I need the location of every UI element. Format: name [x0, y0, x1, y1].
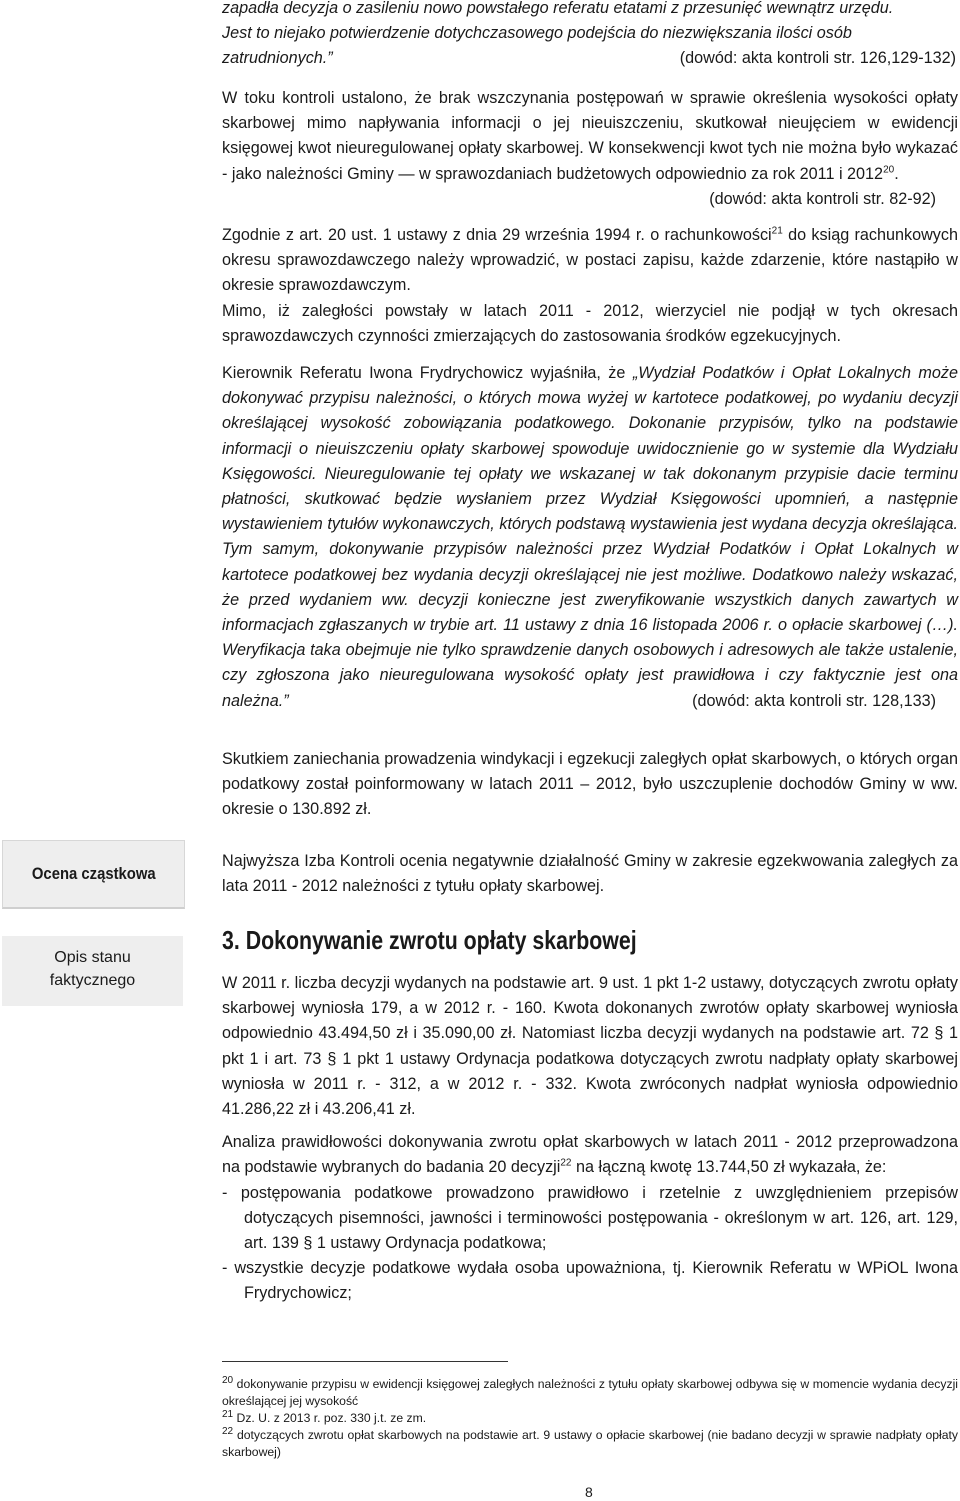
top-quote-block: [222, 0, 958, 72]
quoted-explanation: „Wydział Podatków i Opłat Lokalnych może dokonywać przypisu należności, o których mowa wyżej w kartotece podatkowej, po wydaniu decyzji określającej wysokość zobowiązania podatkowego. Dokonanie przypisów, tylko na podstawie informacji o nieuiszczeniu opłaty skarbowej spowoduje uwidocznienie go w systemie dla Wydziału Księgowości. Nieuregulowanie tej opłaty we wskazanej w tak dokonanym przypisie dacie terminu płatności, skutkować będzie wysłaniem przez Wydział Księgowości upomnień, a następnie wystawieniem tytułów wykonawczych, których podstawą wystawienia jest wydana decyzja określająca. Tym samym, dokonywanie przypisów należności przez Wydział Podatków i Opłat Lokalnych w kartotece podatkowej bez wydania decyzji określającej nie jest możliwe. Dodatkowo należy wskazać, że przed wydaniem ww. decyzji konieczne jest zweryfikowanie wszystkich danych zawartych w informacjach zgłaszanych w trybie art. 11 ustawy z dnia 16 listopada 2006 r. o opłacie skarbowej (…). Weryfikacja taka obejmuje nie tylko sprawdzenie danych osobowych i adresowych ale także ustalenie, czy zgłoszona jako nieuregulowana wysokość opłaty jest prawidłowa i czy faktycznie jest ona należna.”: [222, 364, 958, 710]
footnotes: [222, 1376, 958, 1461]
footnote-separator: [222, 1361, 508, 1362]
paragraph-1: W toku kontroli ustalono, że brak wszczynania postępowań w sprawie określenia wysokości opłaty skarbowej mimo napływania informacji o jej nieuiszczeniu, skutkował nieujęciem w ewidencji księgowej kwot nieuregulowanej opłaty skarbowej. W konsekwencji kwot tych nie można było wykazać - jako należności Gminy — w sprawozdaniach budżetowych odpowiednio za rok 2011 i 2012$^{20}$. (dowód: akta kontroli str. 82-92): [222, 86, 958, 212]
evidence-ref-1: (dowód: akta kontroli str. 126,129-132): [679, 49, 956, 68]
paragraph-1-text: W toku kontroli ustalono, że brak wszczynania postępowań w sprawie określenia wysokości opłaty skarbowej mimo napływania informacji o jej nieuiszczeniu, skutkował nieujęciem w ewidencji księgowej kwot nieuregulowanej opłaty skarbowej. W konsekwencji kwot tych nie można było wykazać - jako należności Gminy — w sprawozdaniach budżetowych odpowiednio za rok 2011 i 2012: [222, 89, 958, 183]
footnote-21: $^{21}$ Dz. U. z 2013 r. poz. 330 j.t. ze zm.: [222, 1408, 427, 1425]
paragraph-3: Kierownik Referatu Iwona Frydrychowicz wyjaśniła, że „Wydział Podatków i Opłat Lokalnych może dokonywać przypisu należności, o których mowa wyżej w kartotece podatkowej, po wydaniu decyzji określającej wysokość zobowiązania podatkowego. Dokonanie przypisów, tylko na podstawie informacji o nieuiszczeniu opłaty skarbowej spowoduje uwidocznienie go w systemie dla Wydziału Księgowości. Nieuregulowanie tej opłaty we wskazanej w tak dokonanym przypisie dacie terminu płatności, skutkować będzie wysłaniem przez Wydział Księgowości upomnień, a następnie wystawieniem tytułów wykonawczych, których podstawą wystawienia jest wydana decyzja określająca. Tym samym, dokonywanie przypisów należności przez Wydział Podatków i Opłat Lokalnych w kartotece podatkowej bez wydania decyzji określającej nie jest możliwe. Dodatkowo należy wskazać, że przed wydaniem ww. decyzji konieczne jest zweryfikowanie wszystkich danych zawartych w informacjach zgłaszanych w trybie art. 11 ustawy z dnia 16 listopada 2006 r. o opłacie skarbowej (…). Weryfikacja taka obejmuje nie tylko sprawdzenie danych osobowych i adresowych ale także ustalenie, czy zgłoszona jako nieuregulowana wysokość opłaty jest prawidłowa i czy faktycznie jest ona należna.” (dowód: akta kontroli str. 128,133): [222, 361, 958, 714]
evidence-ref-2: (dowód: akta kontroli str. 82-92): [709, 189, 936, 208]
assessment-sidebar-label: Ocena cząstkowa: [2, 840, 185, 909]
top-quote-line2: Jest to niejako potwierdzenie dotychczasowego podejścia do niezwiększania ilości osób: [222, 24, 852, 43]
list-item: - postępowania podatkowe prowadzono prawidłowo i rzetelnie z uwzględnieniem przepisów dotyczących pisemności, jawności i terminowości postępowania - określonym w art. 126, art. 129, art. 139 § 1 ustawy Ordynacja podatkowa;: [222, 1183, 958, 1253]
evidence-ref-3: (dowód: akta kontroli str. 128,133): [692, 691, 936, 710]
page-number: 8: [585, 1484, 593, 1500]
footnote-ref-22: 22: [560, 1158, 572, 1170]
findings-list: [222, 1181, 958, 1307]
top-quote-line3: zatrudnionych.”: [222, 49, 333, 68]
paragraph-2-second: Mimo, iż zaległości powstały w latach 2011 - 2012, wierzyciel nie podjął w tych okresach sprawozdawczych czynności zmierzających do zastosowania środków egzekucyjnych.: [222, 301, 958, 345]
list-item: - wszystkie decyzje podatkowe wydała osoba upoważniona, tj. Kierownik Referatu w WPiOL Iwona Frydrychowicz;: [222, 1259, 958, 1303]
top-quote-line1: zapadła decyzja o zasileniu nowo powstałego referatu etatami z przesunięć wewnątrz urzędu.: [222, 0, 894, 17]
section-3-body: [222, 971, 958, 1307]
paragraph-2: Zgodnie z art. 20 ust. 1 ustawy z dnia 29 września 1994 r. o rachunkowości$^{21}$ do ksiąg rachunkowych okresu sprawozdawczego należy wprowadzić, w postaci zapisu, każde zdarzenie, które nastąpiło w okresie sprawozdawczym. Mimo, iż zaległości powstały w latach 2011 - 2012, wierzyciel nie podjął w tych okresach sprawozdawczych czynności zmierzających do zastosowania środków egzekucyjnych.: [222, 223, 958, 349]
section-3-heading: 3. Dokonywanie zwrotu opłaty skarbowej: [222, 925, 637, 955]
assessment-text: Najwyższa Izba Kontroli ocenia negatywnie działalność Gminy w zakresie egzekwowania zaległych za lata 2011 - 2012 należności z tytułu opłaty skarbowej.: [222, 852, 958, 896]
footnote-ref-20: 20: [883, 164, 895, 176]
paragraph-4: Skutkiem zaniechania prowadzenia windykacji i egzekucji zaległych opłat skarbowych, o których organ podatkowy został poinformowany w latach 2011 – 2012, było uszczuplenie dochodów Gminy w ww. okresie o 130.892 zł.: [222, 750, 958, 819]
footnote-ref-21: 21: [771, 225, 783, 237]
footnote-20: $^{20}$ dokonywanie przypisu w ewidencji księgowej zaległych należności z tytułu opłaty skarbowej odbywa się w momencie wydania decyzji określającej jej wysokość: [222, 1374, 958, 1408]
section-3-paragraph-1: W 2011 r. liczba decyzji wydanych na podstawie art. 9 ust. 1 pkt 1-2 ustawy, dotyczących zwrotu opłaty skarbowej wyniosła 179, a w 2012 r. - 160. Kwota dokonanych zwrotów opłaty skarbowej wyniosła odpowiednio 43.494,50 zł i 35.090,00 zł. Natomiast liczba decyzji wydanych na podstawie art. 72 § 1 pkt 1 i art. 73 § 1 pkt 1 ustawy Ordynacja podatkowa dotyczących zwrotu nadpłaty opłaty skarbowej wyniosła w 2011 r. - 312, a w 2012 r. - 332. Kwota zwróconych nadpłat wyniosła odpowiednio 41.286,22 zł i 43.206,41 zł.: [222, 974, 958, 1119]
description-sidebar-label: Opis stanu faktycznego: [2, 936, 183, 1006]
footnote-22: $^{22}$ dotyczących zwrotu opłat skarbowych na podstawie art. 9 ustawy o opłacie skarbowej (nie badano decyzji w sprawie nadpłaty opłaty skarbowej): [222, 1425, 958, 1459]
section-3-paragraph-2: Analiza prawidłowości dokonywania zwrotu opłat skarbowych w latach 2011 - 2012 przeprowadzona na podstawie wybranych do badania 20 decyzji$^{22}$ na łączną kwotę 13.744,50 zł wykazała, że:: [222, 1133, 958, 1177]
